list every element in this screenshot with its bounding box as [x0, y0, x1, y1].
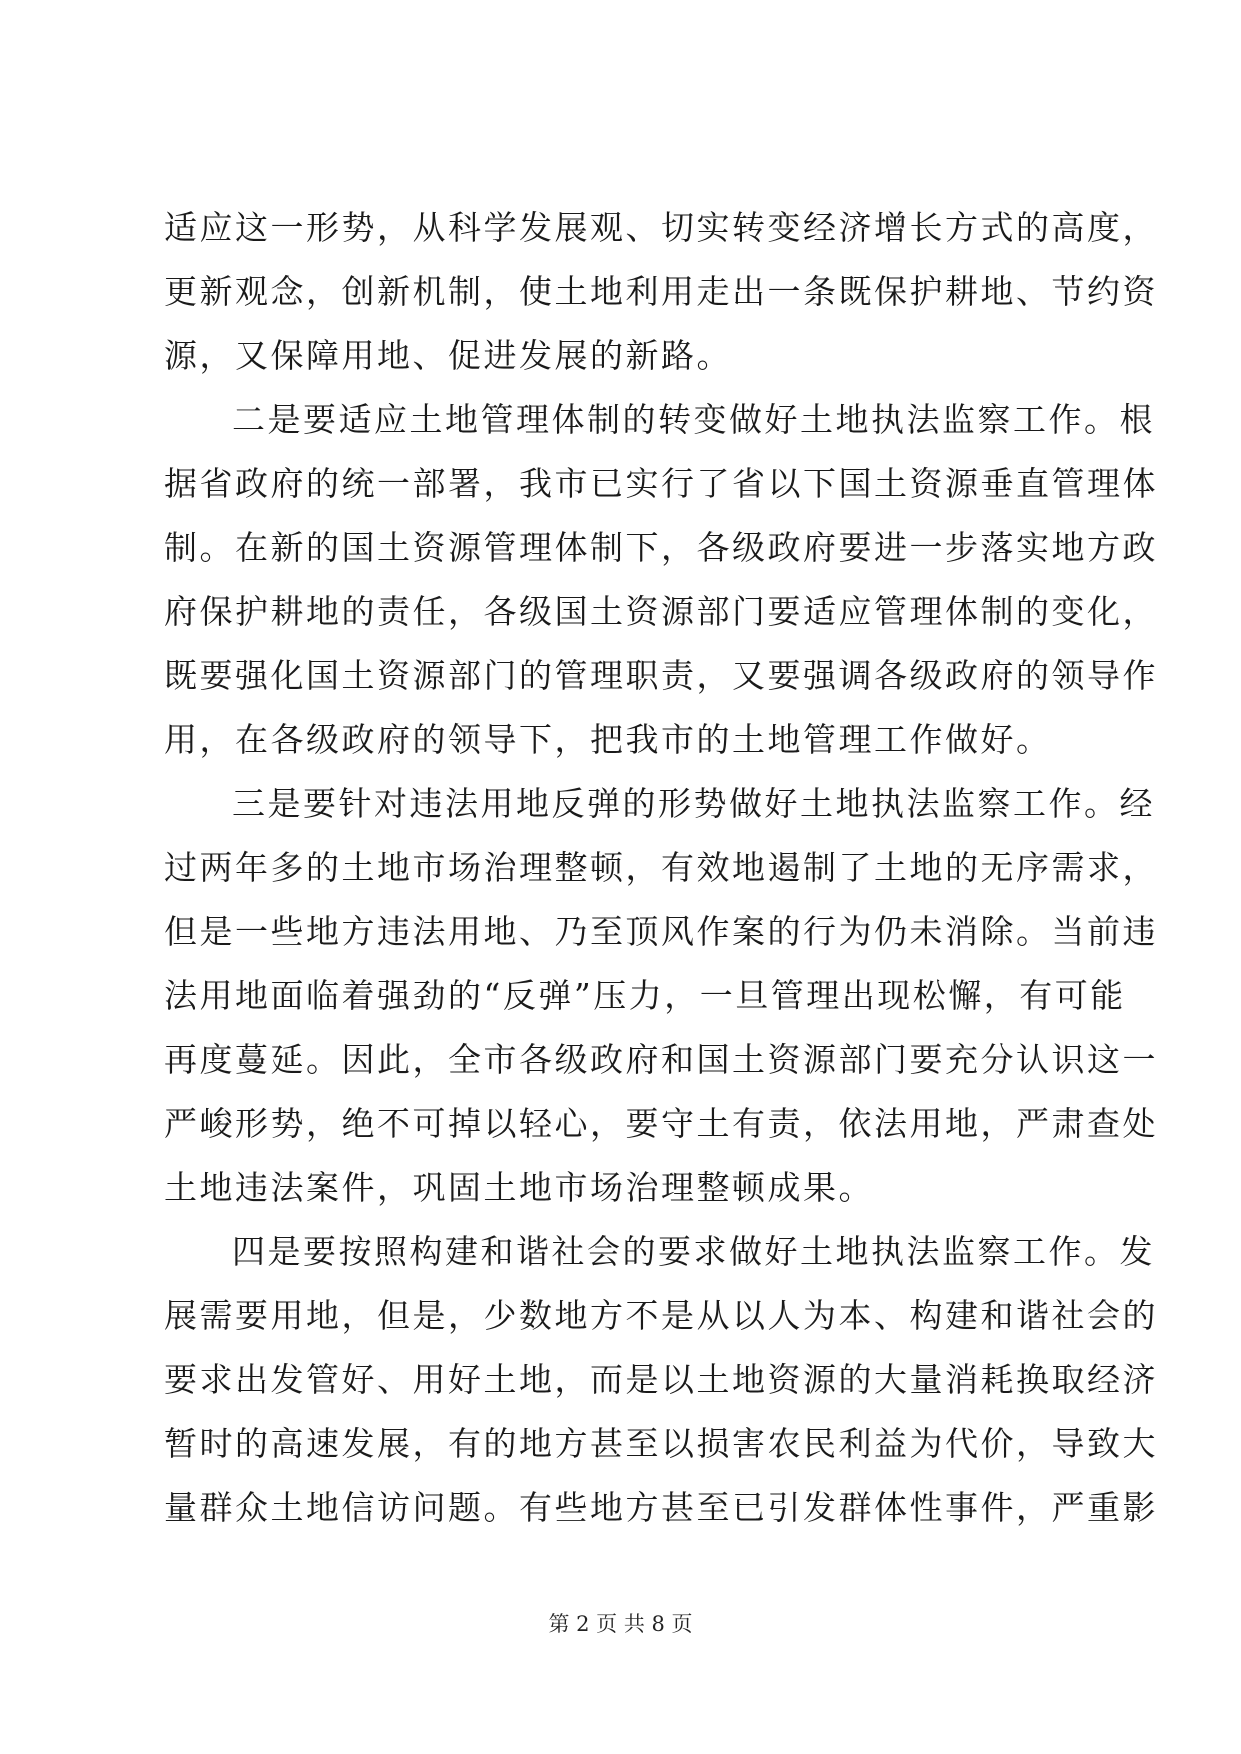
text-line: 量群众土地信访问题。有些地方甚至已引发群体性事件，严重影: [164, 1488, 1158, 1527]
paragraph-start-line: 四是要按照构建和谐社会的要求做好土地执法监察工作。发: [232, 1232, 1155, 1271]
paragraph-start-line: 二是要适应土地管理体制的转变做好土地执法监察工作。根: [232, 400, 1155, 439]
page-number-footer: 第 2 页 共 8 页: [548, 1612, 693, 1636]
text-line: 法用地面临着强劲的“反弹”压力，一旦管理出现松懈，有可能: [164, 976, 1126, 1015]
text-line: 更新观念，创新机制，使土地利用走出一条既保护耕地、节约资: [164, 272, 1158, 311]
text-line: 府保护耕地的责任，各级国土资源部门要适应管理体制的变化，: [164, 592, 1158, 631]
text-line: 适应这一形势，从科学发展观、切实转变经济增长方式的高度，: [164, 208, 1158, 247]
paragraph-start-line: 三是要针对违法用地反弹的形势做好土地执法监察工作。经: [232, 784, 1155, 823]
text-line: 用，在各级政府的领导下，把我市的土地管理工作做好。: [164, 720, 1052, 759]
text-line: 暂时的高速发展，有的地方甚至以损害农民利益为代价，导致大: [164, 1424, 1158, 1463]
text-line: 再度蔓延。因此，全市各级政府和国土资源部门要充分认识这一: [164, 1040, 1158, 1079]
text-line: 过两年多的土地市场治理整顿，有效地遏制了土地的无序需求，: [164, 848, 1158, 887]
text-line: 严峻形势，绝不可掉以轻心，要守土有责，依法用地，严肃查处: [164, 1104, 1158, 1143]
text-line: 据省政府的统一部署，我市已实行了省以下国土资源垂直管理体: [164, 464, 1158, 503]
text-line: 展需要用地，但是，少数地方不是从以人为本、构建和谐社会的: [164, 1296, 1158, 1335]
body-text: [164, 196, 1158, 1540]
text-line: 土地违法案件，巩固土地市场治理整顿成果。: [164, 1168, 874, 1207]
text-line: 源，又保障用地、促进发展的新路。: [164, 336, 732, 375]
text-line: 既要强化国土资源部门的管理职责，又要强调各级政府的领导作: [164, 656, 1158, 695]
text-line: 但是一些地方违法用地、乃至顶风作案的行为仍未消除。当前违: [164, 912, 1158, 951]
text-line: 要求出发管好、用好土地，而是以土地资源的大量消耗换取经济: [164, 1360, 1158, 1399]
text-line: 制。在新的国土资源管理体制下，各级政府要进一步落实地方政: [164, 528, 1158, 567]
